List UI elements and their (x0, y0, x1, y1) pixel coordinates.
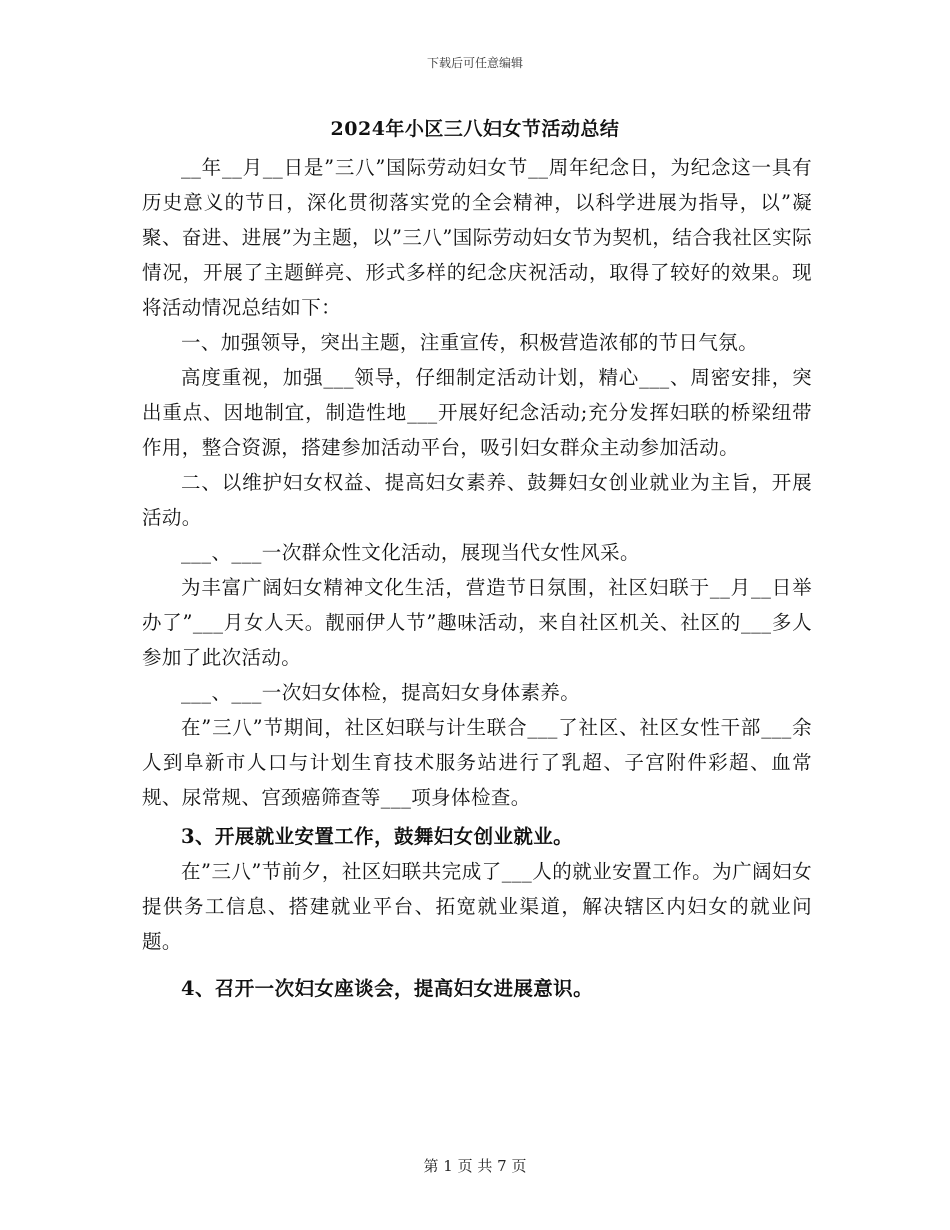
section-heading-2: 二、以维护妇女权益、提高妇女素养、鼓舞妇女创业就业为主旨，开展活动。 (142, 471, 812, 529)
section-heading-1: 一、加强领导，突出主题，注重宣传，积极营造浓郁的节日气氛。 (181, 331, 759, 354)
subheading-cultural-activity: ___、___一次群众性文化活动，展现当代女性风采。 (181, 541, 640, 564)
paragraph-cultural-activity: 为丰富广阔妇女精神文化生活，营造节日氛围，社区妇联于__月__日举办了”___月女人天。靓丽伊人节”趣味活动，来自社区机关、社区的___多人参加了此次活动。 (142, 576, 812, 669)
subheading-health-check: ___、___一次妇女体检，提高妇女身体素养。 (181, 681, 581, 704)
document-title: 2024年小区三八妇女节活动总结 (330, 118, 620, 140)
page-number: 第 1 页 共 7 页 (423, 1157, 527, 1175)
subheading-employment: 3、开展就业安置工作，鼓舞妇女创业就业。 (181, 825, 574, 848)
paragraph-employment: 在”三八”节前夕，社区妇联共完成了___人的就业安置工作。为广阔妇女提供务工信息、搭建就业平台、拓宽就业渠道，解决辖区内妇女的就业问题。 (142, 860, 812, 953)
document-body (142, 150, 812, 1006)
paragraph-intro: __年__月__日是”三八”国际劳动妇女节__周年纪念日，为纪念这一具有历史意义的节日，深化贯彻落实党的全会精神，以科学进展为指导，以”凝聚、奋进、进展”为主题，以”三八”国际劳动妇女节为契机，结合我社区实际情况，开展了主题鲜亮、形式多样的纪念庆祝活动，取得了较好的效果。现将活动情况总结如下： (142, 156, 812, 319)
header-note: 下载后可任意编辑 (426, 56, 523, 70)
paragraph-leadership: 高度重视，加强___领导，仔细制定活动计划，精心___、周密安排，突出重点、因地制宜，制造性地___开展好纪念活动;充分发挥妇联的桥梁纽带作用，整合资源，搭建参加活动平台，吸引妇女群众主动参加活动。 (142, 366, 812, 459)
paragraph-health-check: 在”三八”节期间，社区妇联与计生联合___了社区、社区女性干部___余人到阜新市人口与计划生育技术服务站进行了乳超、子宫附件彩超、血常规、尿常规、宫颈癌筛查等___项身体检查。 (142, 716, 812, 809)
subheading-forum: 4、召开一次妇女座谈会，提高妇女进展意识。 (181, 977, 593, 1000)
